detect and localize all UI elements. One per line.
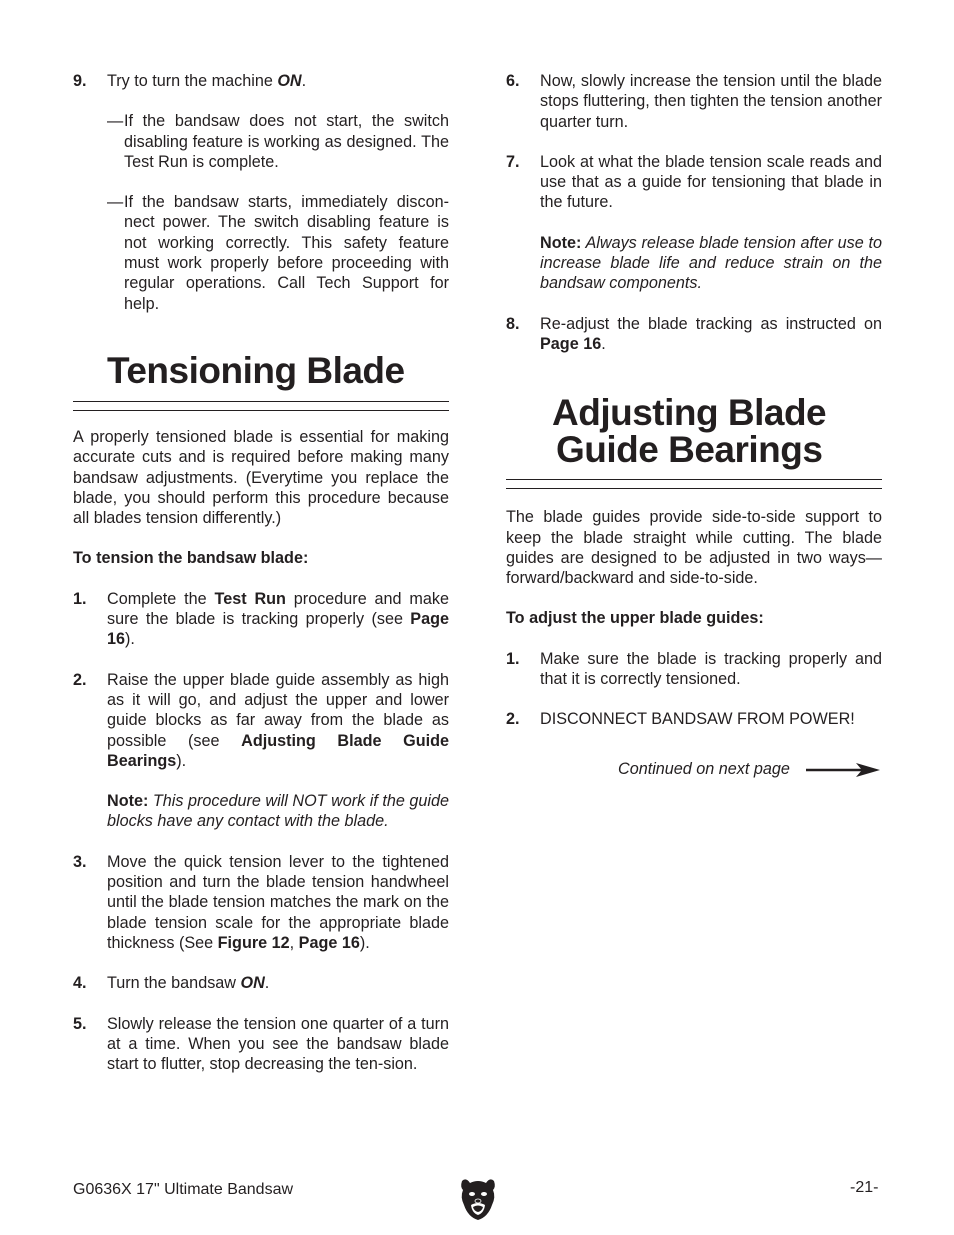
step-2: 2. Raise the upper blade guide assembly as high as it will go, and adjust the upper and lower guide blocks as far away from the blade as possible (see Adjusting Blade Guide Bearings).: [73, 670, 449, 770]
tensioning-subheading: To tension the bandsaw blade:: [73, 549, 309, 568]
section-heading-adjusting-bearings: Adjusting Blade Guide Bearings: [552, 392, 827, 471]
note-guide-blocks: Note: This procedure will NOT work if the guide blocks have any contact with the blade.: [107, 792, 449, 831]
heading-rule: [506, 479, 882, 489]
tensioning-intro: A properly tensioned blade is essential for making accurate cuts and is required before making many bandsaw adjustments. (Everytime you replace the blade, you should perform this procedure because all blades tension differently.): [73, 427, 449, 528]
step-number: 9.: [73, 72, 87, 90]
step-5: 5. Slowly release the tension one quarter of a turn at a time. When you see the bandsaw blade start to flutter, stop decreasing the ten-sion.: [73, 1014, 449, 1074]
footer-model: G0636X 17" Ultimate Bandsaw: [73, 1181, 294, 1198]
continued-on-next-page: Continued on next page: [618, 760, 790, 778]
note-release-tension: Note: Always release blade tension after use to increase blade life and reduce strain on the bandsaw components.: [540, 233, 882, 293]
arrow-right-icon: [806, 762, 880, 778]
guide-step-2: 2. DISCONNECT BANDSAW FROM POWER!: [506, 710, 855, 729]
step-9-outcome-1: — If the bandsaw does not start, the switch disabling feature is working as designed. The Test Run is complete.: [107, 112, 449, 171]
section-heading-tensioning-blade: Tensioning Blade: [107, 349, 405, 391]
bearings-subheading: To adjust the upper blade guides:: [506, 609, 764, 628]
left-column: [73, 68, 449, 1074]
bear-head-logo-icon: [458, 1177, 498, 1221]
right-column: [506, 68, 882, 730]
step-1: 1. Complete the Test Run procedure and make sure the blade is tracking properly (see Page 16).: [73, 589, 450, 649]
bearings-intro: The blade guides provide side-to-side support to keep the blade straight while cutting. The blade guides are designed to be adjusted in two ways—forward/backward and side-to-side.: [506, 508, 882, 588]
step-7: 7. Look at what the blade tension scale reads and use that as a guide for tensioning that blade in the future.: [506, 152, 882, 212]
heading-rule: [73, 401, 449, 411]
step-8: 8. Re-adjust the blade tracking as instructed on Page 16.: [506, 314, 882, 353]
step-9: 9. Try to turn the machine ON.: [73, 72, 307, 90]
step-9-outcome-2: — If the bandsaw starts, immediately discon-nect power. The switch disabling feature is not working correctly. This safety feature must work properly before proceeding with regular operations. Call Tech Support for help.: [107, 193, 449, 313]
guide-step-1: 1. Make sure the blade is tracking properly and that it is correctly tensioned.: [506, 649, 882, 689]
step-4: 4. Turn the bandsaw ON.: [73, 974, 270, 993]
page-number: -21-: [850, 1179, 879, 1196]
step-6: 6. Now, slowly increase the tension until the blade stops fluttering, then tighten the tension another quarter turn.: [506, 72, 882, 131]
step-3: 3. Move the quick tension lever to the tightened position and turn the blade tension handwheel until the blade tension matches the mark on the blade tension scale for the appropriate blade thickness (See Figure 12, Page 16).: [73, 852, 449, 952]
